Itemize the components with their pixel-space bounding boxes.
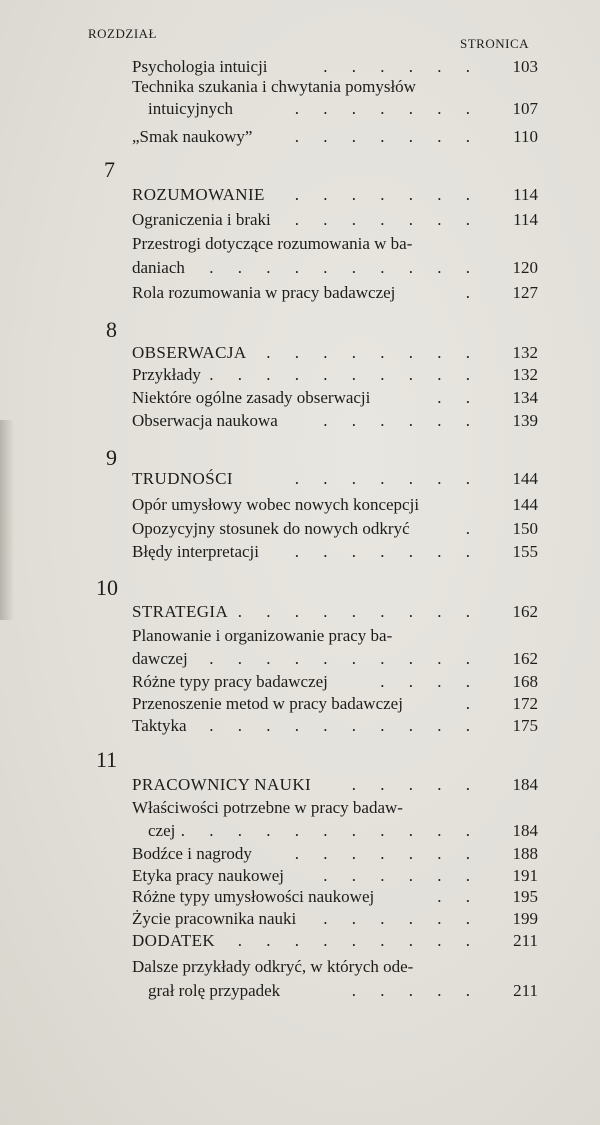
toc-entry-title: Przykłady [132,365,201,384]
toc-entry-title: Opór umysłowy wobec nowych koncepcji [132,495,420,514]
toc-entry-page: 134 [512,388,538,407]
toc-entry [132,671,538,693]
toc-entry-title: Niektóre ogólne zasady obserwacji [132,388,371,407]
toc-entry-page: 211 [513,931,538,950]
column-header-page: STRONICA [460,36,530,51]
toc-entry-title: ROZUMOWANIE [132,185,265,204]
toc-entry [132,518,538,540]
toc-entry [132,364,538,386]
toc-entry [132,956,538,978]
toc-entry [132,886,538,908]
toc-leader-dots: . . . . . . . [294,542,480,561]
toc-entry-title: „Smak naukowy” [132,127,253,146]
toc-entry-title: OBSERWACJA [132,343,247,362]
toc-leader-dots: . . . . . . . [294,210,480,229]
toc-entry-title: Życie pracownika nauki [132,909,297,928]
toc-entry-title: Przestrogi dotyczące rozumowania w ba- [132,234,413,253]
toc-entry-page: 199 [512,909,538,928]
toc-entry-page: 184 [512,775,538,794]
page-shadow [0,420,14,620]
toc-entry-page: 150 [512,519,538,538]
toc-entry-title: daniach [132,258,185,277]
toc-chapter-title [132,468,538,490]
toc-entry-page: 110 [513,127,538,146]
toc-leader-dots: . . . . . [351,981,480,1000]
toc-entry [132,797,538,819]
toc-entry-page: 103 [512,57,538,76]
toc-leader-dots: . . . . . . . . . . [209,365,480,384]
toc-leader-dots: . . . . . . . . . [237,931,480,950]
toc-entry-page: 114 [513,210,538,229]
toc-leader-dots: . . . . . . . . . . [209,649,480,668]
toc-entry-title: Psychologia intuicji [132,57,268,76]
toc-leader-dots: . . . . . . [323,57,480,76]
chapter-number: 9 [106,445,117,470]
toc-entry [132,410,538,432]
toc-leader-dots: . . . . . . . . . . . [180,821,480,840]
toc-entry [132,820,538,842]
toc-entry [132,76,538,98]
toc-entry [132,257,538,279]
toc-leader-dots: . . . . . . . [294,127,480,146]
toc-leader-dots: . [465,283,480,302]
toc-entry [132,980,538,1002]
toc-entry [132,56,538,78]
toc-entry-page: 144 [512,495,538,514]
toc-entry-title: dawczej [132,649,188,668]
toc-leader-dots: . . . . . . . [294,185,480,204]
toc-chapter-title [132,342,538,364]
toc-entry-page: 127 [512,283,538,302]
toc-leader-dots: . . . . . . . . [266,343,480,362]
toc-leader-dots: . . . . . . . . . [237,602,480,621]
toc-entry-page: 195 [512,887,538,906]
toc-entry [132,648,538,670]
toc-leader-dots: . . [437,887,480,906]
toc-entry-page: 162 [512,649,538,668]
chapter-number: 11 [96,747,118,772]
toc-leader-dots: . . . . . . [323,411,480,430]
chapter-number: 8 [106,317,117,342]
toc-entry-page: 188 [512,844,538,863]
toc-leader-dots: . . . . . . . . . . [209,258,480,277]
toc-entry-title: Właściwości potrzebne w pracy badaw- [132,798,403,817]
column-header-chapter: ROZDZIAŁ [88,26,157,41]
toc-entry-title: Dalsze przykłady odkryć, w których ode- [132,957,414,976]
toc-entry [132,98,538,120]
toc-entry-page: 155 [512,542,538,561]
toc-entry-page: 191 [512,866,538,885]
toc-entry [132,126,538,148]
chapter-number: 10 [96,575,118,600]
toc-entry-page: 172 [512,694,538,713]
toc-entry-page: 114 [513,185,538,204]
toc-entry [132,715,538,737]
toc-entry-title: Różne typy umysłowości naukowej [132,887,375,906]
toc-leader-dots: . . . . . . [323,866,480,885]
toc-entry-title: grał rolę przypadek [148,981,281,1000]
toc-entry [132,625,538,647]
toc-entry-title: czej [148,821,176,840]
toc-entry-page: 162 [512,602,538,621]
toc-entry-page: 107 [512,99,538,118]
toc-entry-page: 175 [512,716,538,735]
toc-entry-page: 139 [512,411,538,430]
toc-entry [132,693,538,715]
toc-entry-title: Etyka pracy naukowej [132,866,284,885]
toc-entry-title: Ograniczenia i braki [132,210,271,229]
toc-entry [132,865,538,887]
toc-entry-page: 120 [512,258,538,277]
toc-entry-page: 168 [512,672,538,691]
toc-leader-dots: . . . . . . [323,909,480,928]
toc-entry-title: PRACOWNICY NAUKI [132,775,312,794]
toc-entry [132,843,538,865]
toc-entry-title: Różne typy pracy badawczej [132,672,328,691]
toc-leader-dots: . . . . [380,672,480,691]
toc-entry-title: intuicyjnych [148,99,233,118]
toc-entry [132,282,538,304]
toc-entry-page: 184 [512,821,538,840]
toc-entry-title: Taktyka [132,716,187,735]
toc-entry-title: TRUDNOŚCI [132,469,233,488]
toc-entry [132,494,538,516]
toc-leader-dots: . . . . . [351,775,480,794]
toc-leader-dots: . [465,519,480,538]
toc-entry-title: Błędy interpretacji [132,542,259,561]
toc-entry-title: Obserwacja naukowa [132,411,278,430]
toc-chapter-title [132,930,538,952]
toc-entry [132,387,538,409]
toc-entry-title: Technika szukania i chwytania pomysłów [132,77,416,96]
toc-leader-dots: . . [437,388,480,407]
toc-entry-title: Planowanie i organizowanie pracy ba- [132,626,393,645]
toc-entry [132,209,538,231]
toc-entry-title: Przenoszenie metod w pracy badawczej [132,694,403,713]
toc-entry [132,233,538,255]
toc-entry-title: DODATEK [132,931,216,950]
toc-leader-dots: . . . . . . . . . . [209,716,480,735]
toc-chapter-title [132,774,538,796]
toc-entry-title: Rola rozumowania w pracy badawczej [132,283,396,302]
toc-leader-dots: . [465,694,480,713]
toc-leader-dots: . . . . . . . [294,844,480,863]
toc-chapter-title [132,184,538,206]
chapter-number: 7 [104,157,115,182]
toc-entry-page: 144 [512,469,538,488]
toc-entry-page: 132 [512,365,538,384]
toc-entry-title: Opozycyjny stosunek do nowych odkryć [132,519,410,538]
toc-chapter-title [132,601,538,623]
toc-entry-page: 211 [513,981,538,1000]
toc-leader-dots: . . . . . . . [294,469,480,488]
toc-entry-title: Bodźce i nagrody [132,844,252,863]
toc-leader-dots: . . . . . . . [294,99,480,118]
toc-entry [132,908,538,930]
toc-entry-title: STRATEGIA [132,602,229,621]
toc-entry-page: 132 [512,343,538,362]
toc-entry [132,541,538,563]
